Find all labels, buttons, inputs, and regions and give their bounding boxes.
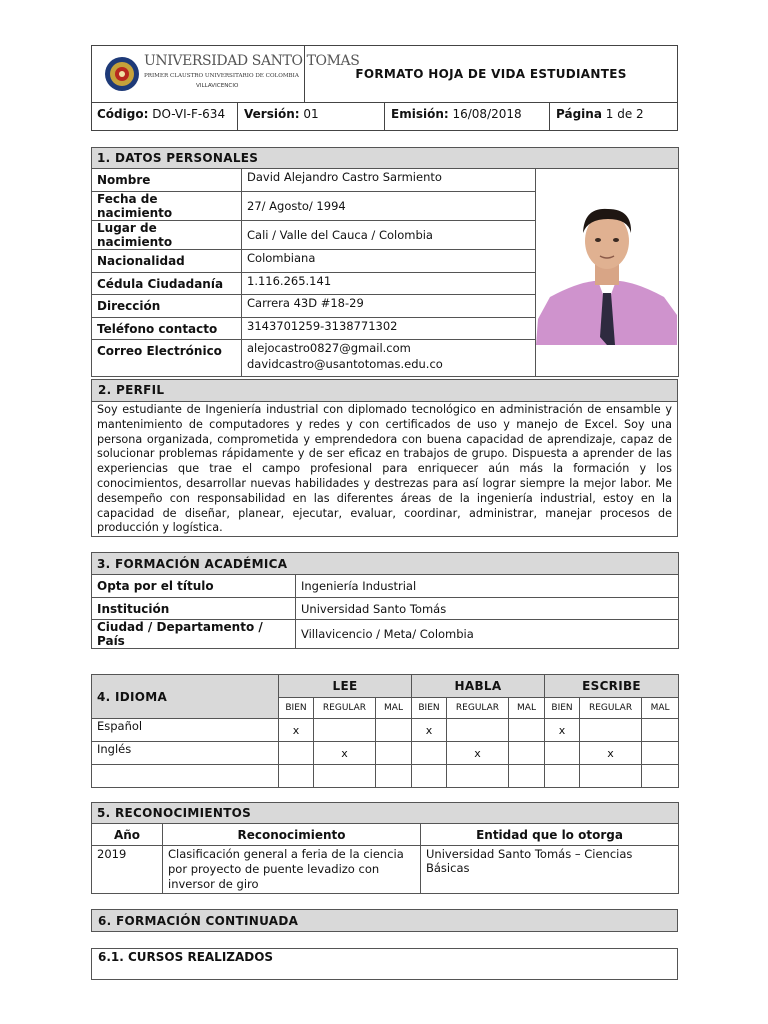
- mark-cell: x: [279, 719, 314, 742]
- mark-cell: [314, 765, 376, 788]
- perfil-section: [91, 379, 678, 537]
- header-entidad: Entidad que lo otorga: [421, 824, 679, 846]
- logo-subtitle: PRIMER CLAUSTRO UNIVERSITARIO DE COLOMBIA: [144, 73, 299, 79]
- label-ciudad: Ciudad / Departamento / País: [92, 620, 296, 649]
- label-nombre: Nombre: [92, 169, 242, 192]
- table-row: [92, 742, 679, 765]
- value-fecha-nacimiento: 27/ Agosto/ 1994: [242, 192, 536, 221]
- mark-cell: [447, 765, 509, 788]
- language-name: [92, 765, 279, 788]
- mark-cell: [545, 742, 580, 765]
- document-title: FORMATO HOJA DE VIDA ESTUDIANTES: [355, 67, 627, 81]
- value-titulo: Ingeniería Industrial: [296, 575, 679, 598]
- mark-cell: [376, 742, 412, 765]
- section-title: 4. IDIOMA: [92, 675, 279, 719]
- language-name: Inglés: [92, 742, 279, 765]
- student-photo: [536, 169, 677, 345]
- section-title: 3. FORMACIÓN ACADÉMICA: [92, 553, 679, 575]
- level-regular: REGULAR: [314, 698, 376, 719]
- header-reconocimiento: Reconocimiento: [163, 824, 421, 846]
- level-mal: MAL: [509, 698, 545, 719]
- mark-cell: [509, 765, 545, 788]
- group-lee: LEE: [279, 675, 412, 698]
- table-row: [92, 846, 679, 894]
- logo: [92, 46, 360, 102]
- label-correo: Correo Electrónico: [92, 340, 242, 377]
- mark-cell: x: [447, 742, 509, 765]
- logo-name: UNIVERSIDAD SANTO TOMAS: [144, 53, 360, 69]
- table-row: [92, 719, 679, 742]
- mark-cell: [314, 719, 376, 742]
- formacion-table: [91, 552, 679, 649]
- level-regular: REGULAR: [447, 698, 509, 719]
- mark-cell: [509, 719, 545, 742]
- label-fecha-nacimiento: Fecha de nacimiento: [92, 192, 242, 221]
- level-regular: REGULAR: [580, 698, 642, 719]
- value-ciudad: Villavicencio / Meta/ Colombia: [296, 620, 679, 649]
- emision-cell: Emisión: 16/08/2018: [385, 103, 550, 131]
- level-bien: BIEN: [412, 698, 447, 719]
- codigo-cell: Código: DO-VI-F-634: [92, 103, 238, 131]
- perfil-text: Soy estudiante de Ingeniería industrial con diplomado tecnológico en administración de ensamble y mantenimiento de computadores y redes y con certificados de uso y manejo de Excel. Soy una persona organizada, comprometida y emprendedora con buena capacidad de aprendizaje, capaz de solucionar problemas rápidamente y de ser eficaz en trabajos de grupo. Dispuesta a aprender de las experiencias que trae el campo profesional para enriquecer aún más la formación y los conocimientos, desarrollar nuevas habilidades y destrezas para así lograr siempre la mejor labor. Me desempeño con responsabilidad en las diferentes áreas de la ingeniería industrial, estoy en la capacidad de diseñar, planear, ejecutar, evaluar, coordinar, administrar, manejar procesos de producción y logística.: [97, 403, 672, 535]
- idioma-table: [91, 674, 679, 788]
- mark-cell: x: [545, 719, 580, 742]
- language-name: Español: [92, 719, 279, 742]
- level-mal: MAL: [376, 698, 412, 719]
- reconocimiento-entity: Universidad Santo Tomás – Ciencias Básicas: [421, 846, 679, 894]
- section-title: 5. RECONOCIMIENTOS: [92, 803, 679, 824]
- mark-cell: [642, 719, 679, 742]
- mark-cell: [642, 742, 679, 765]
- mark-cell: [509, 742, 545, 765]
- table-row: [92, 765, 679, 788]
- mark-cell: x: [314, 742, 376, 765]
- reconocimiento-desc: Clasificación general a feria de la ciencia por proyecto de puente levadizo con inversor de giro: [163, 846, 421, 894]
- value-cedula: 1.116.265.141: [242, 273, 536, 295]
- label-institucion: Institución: [92, 598, 296, 620]
- group-escribe: ESCRIBE: [545, 675, 679, 698]
- logo-city: VILLAVICENCIO: [196, 83, 239, 89]
- value-institucion: Universidad Santo Tomás: [296, 598, 679, 620]
- mark-cell: [412, 765, 447, 788]
- level-bien: BIEN: [545, 698, 580, 719]
- mark-cell: x: [412, 719, 447, 742]
- cursos-title: 6.1. CURSOS REALIZADOS: [98, 950, 274, 964]
- label-lugar-nacimiento: Lugar de nacimiento: [92, 221, 242, 250]
- value-nacionalidad: Colombiana: [242, 250, 536, 273]
- mark-cell: [376, 765, 412, 788]
- mark-cell: [580, 765, 642, 788]
- header-ano: Año: [92, 824, 163, 846]
- value-telefono: 3143701259-3138771302: [242, 318, 536, 340]
- level-bien: BIEN: [279, 698, 314, 719]
- label-titulo: Opta por el título: [92, 575, 296, 598]
- cursos-box: [91, 948, 678, 980]
- group-habla: HABLA: [412, 675, 545, 698]
- mark-cell: [279, 742, 314, 765]
- label-telefono: Teléfono contacto: [92, 318, 242, 340]
- document-header: [91, 45, 678, 131]
- pagina-cell: Página 1 de 2: [556, 107, 644, 121]
- value-lugar-nacimiento: Cali / Valle del Cauca / Colombia: [242, 221, 536, 250]
- email-secondary: davidcastro@usantotomas.edu.co: [247, 357, 443, 371]
- value-direccion: Carrera 43D #18-29: [242, 295, 536, 318]
- email-primary: alejocastro0827@gmail.com: [247, 341, 411, 355]
- label-cedula: Cédula Ciudadanía: [92, 273, 242, 295]
- mark-cell: [447, 719, 509, 742]
- personal-data-table: [91, 147, 679, 377]
- label-direccion: Dirección: [92, 295, 242, 318]
- value-nombre: David Alejandro Castro Sarmiento: [242, 169, 536, 192]
- value-correo: [242, 340, 536, 377]
- mark-cell: [545, 765, 580, 788]
- level-mal: MAL: [642, 698, 679, 719]
- section-title: 1. DATOS PERSONALES: [92, 148, 679, 169]
- mark-cell: [642, 765, 679, 788]
- mark-cell: [376, 719, 412, 742]
- mark-cell: [580, 719, 642, 742]
- university-seal-icon: [104, 56, 140, 92]
- section-title: 2. PERFIL: [92, 380, 677, 402]
- reconocimiento-year: 2019: [92, 846, 163, 894]
- reconocimientos-table: [91, 802, 679, 894]
- mark-cell: [279, 765, 314, 788]
- mark-cell: x: [580, 742, 642, 765]
- label-nacionalidad: Nacionalidad: [92, 250, 242, 273]
- photo-cell: [536, 169, 679, 377]
- continuada-title: 6. FORMACIÓN CONTINUADA: [91, 909, 678, 932]
- mark-cell: [412, 742, 447, 765]
- version-cell: Versión: 01: [238, 103, 385, 131]
